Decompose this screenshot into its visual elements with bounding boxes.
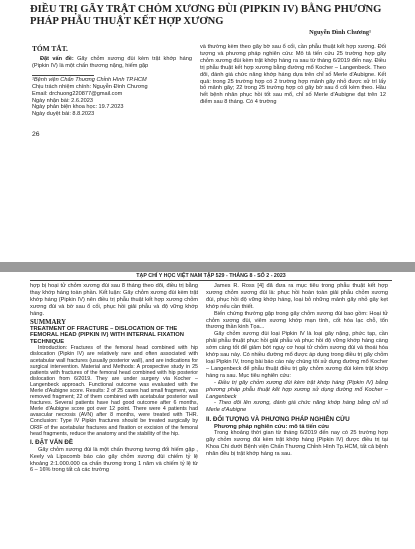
left-column-2 bbox=[30, 283, 198, 474]
footnote-corresponding-author: Chịu trách nhiệm chính: Nguyễn Đình Chương bbox=[32, 83, 148, 90]
page-2 bbox=[0, 272, 415, 549]
section-2-body: Trong khoảng thời gian từ tháng 6/2019 đến nay có 25 trường hợp gãy chỏm xương đùi kèm trật khớp háng (Pipkin IV) được điều trị tại Khoa Chi dưới Bệnh viện Chấn Thương Chỉnh Hình Tp.HCM, tất cả bệnh nhân đều bị trật khớp háng ra sau. bbox=[206, 430, 388, 457]
abstract-heading: TÓM TẮT. bbox=[32, 44, 68, 53]
summary-heading: SUMMARY bbox=[30, 318, 67, 326]
abstract-right-text: và thường kèm theo gãy bờ sau ổ cối, cần phẫu thuật kết hợp xương. Đối tượng và phương pháp nghiên cứu: Mô tả tiến cứu 25 trường hợp gãy chỏm xương đùi kèm trật khớp háng ra sau từ tháng 6/2019 đến nay. Điều trị phẫu thuật kết hợp xương bằng đường mổ Kocher – Langenbeck. Theo dõi, đánh giá chức năng khớp háng dựa trên chỉ số Merle d'Aubigne. Kết quả: trong 25 trường hợp có 2 trường hợp mảnh gãy nhỏ được xử trí lấy bỏ mảnh gãy; 22 trong 25 trường hợp có gãy bờ sau ổ cối kèm theo. Hầu hết bệnh nhân phục hồi tốt sau mổ, chỉ số Merle d'Aubigne đạt trên 12 điểm sau 8 tháng. Có 4 trường bbox=[200, 44, 386, 106]
intro-para-1: James R. Ross [4] đã đưa ra mục tiêu trong phẫu thuật kết hợp xương chỏm xương đùi là: phục hồi hoàn toàn giải phẫu chỏm xương đùi, phục hồi độ vững khớp háng, loại bỏ những mảnh gãy nhỏ gây kẹt khớp nếu cần thiết. bbox=[206, 283, 388, 310]
footnote-organization: ¹Bệnh viện Chấn Thương Chỉnh Hình TP.HCM bbox=[32, 76, 147, 83]
summary-body: Introduction: Fractures of the femoral head combined with hip dislocation (Pipkin IV) are relatively rare and often associated with acetabular wall fractures (usually posterior wall), and are indications for surgical intervention. Material and Methods: A prospective study in 25 patients with fractures of the femoral head combined with hip posterior dislocation from 6/2019. They are under surgery via Kocher – Langenbeck approach. Functional outcome was evaluated with the Merle d'Aubigne score. Results: 2 of 25 cases had small fragment, was removed fragment; 22 of them combined with acetabular posterior wall fractures. Several patients have had good outcome after 6 months, Merle d'Aubigne score got over 12 point. There were 4 patients had avascular necrosis (AVN) after 8 months, were treated with THR. Conclusion: Type IV Pipkin fractures should be treated surgically by ORIF of the acetabular fractures and fixation or excision of the femoral head fragments, reduce the anatomy and the stability of the hip. bbox=[30, 345, 198, 437]
footnote-reviewed-date: Ngày phản biện khoa học: 19.7.2023 bbox=[32, 104, 124, 111]
page-1 bbox=[0, 0, 415, 262]
footnote-accepted-date: Ngày duyệt bài: 8.8.2023 bbox=[32, 111, 95, 118]
intro-para-3: Gãy chỏm xương đùi loại Pipkin IV là loại gãy nặng, phức tạp, cần phải phẫu thuật phục hồi giải phẫu và phục hồi độ vững khớp háng càng sớm càng tốt để giảm bớt nguy cơ hoại tử chỏm xương đùi và thoái hóa khớp sau này. Có nhiều đường mổ được áp dụng trong điều trị gãy chỏm loại Pipkin IV, trong bài báo cáo này chúng tôi sử dụng đường mổ Kocher – Langenbeck để phẫu thuật điều trị gãy chỏm xương đùi kèm trật khớp háng ra sau. Mục tiêu nghiên cứu: bbox=[206, 331, 388, 379]
running-header: TẠP CHÍ Y HỌC VIỆT NAM TẬP 529 - THÁNG 8 - SỐ 2 - 2023 bbox=[30, 272, 392, 281]
section-1-heading: I. ĐẶT VẤN ĐỀ bbox=[30, 438, 73, 446]
section-1-body: Gãy chỏm xương đùi là một chấn thương tương đối hiếm gặp , Keely và Lipscomb báo cáo gãy chỏm xương đùi chiếm tỷ lệ khoảng 2:1.000.000 ca chấn thương trong 1 năm và chiếm tỷ lệ từ 6 – 16% trong tất cả các trường bbox=[30, 446, 198, 474]
section-2-subheading: Phương pháp nghiên cứu: mô tả tiến cứu bbox=[214, 424, 329, 431]
section-2-heading: II. ĐỐI TƯỢNG VÀ PHƯƠNG PHÁP NGHIÊN CỨU bbox=[206, 416, 350, 424]
abstract-left-text: Đặt vấn đề: Gãy chỏm xương đùi kèm trật khớp háng (Pipkin IV) là một chấn thương nặng, hiếm gặp bbox=[32, 56, 193, 69]
right-column-2 bbox=[206, 283, 388, 458]
left-column bbox=[32, 44, 192, 118]
abstract-conclusion-text: hợp bị hoại tử chỏm xương đùi sau 8 tháng theo dõi, điều trị bằng thay khớp háng toàn phần. Kết luận: Gãy chỏm xương đùi kèm trật khớp háng (Pipkin IV) nên điều trị phẫu thuật kết hợp xương chỏm xương đùi và bờ sau ổ cối, phục hồi giải phẫu và độ vững khớp háng. bbox=[30, 283, 198, 317]
objective-1: - Điều trị gãy chỏm xương đùi kèm trật khớp háng (Pipkin IV) bằng phương pháp phẫu thuật kết hợp xương sử dụng đường mổ Kocher – Langenbeck bbox=[206, 379, 388, 400]
intro-para-2: Biến chứng thường gặp trong gãy chỏm xương đùi bao gồm: Hoại tử chỏm xương đùi, viêm xương khớp mạn tính, cốt hóa lạc chỗ, tổn thương thần kinh Tọa... bbox=[206, 310, 388, 331]
footnote-received-date: Ngày nhận bài: 2.6.2023 bbox=[32, 97, 93, 104]
footnote-rule bbox=[32, 75, 94, 76]
page-number: 26 bbox=[32, 131, 40, 138]
summary-title: TREATMENT OF FRACTURE – DISLOCATION OF THE FEMORAL HEAD (PIPKIN IV) WITH INTERNAL FIXATION TECHNIQUE bbox=[30, 325, 184, 345]
footnote-email: Email: drchuong220877@gmail.com bbox=[32, 90, 123, 97]
right-column bbox=[200, 44, 386, 106]
objective-2: - Theo dõi lên xương, đánh giá chức năng khớp háng bằng chỉ số Merle d'Aubigne bbox=[206, 400, 388, 414]
author-name: Nguyễn Đình Chương¹ bbox=[309, 29, 371, 36]
article-title: ĐIỀU TRỊ GÃY TRẬT CHỎM XƯƠNG ĐÙI (PIPKIN IV) BẰNG PHƯƠNG PHÁP PHẪU THUẬT KẾT HỢP XƯƠNG bbox=[30, 4, 382, 27]
